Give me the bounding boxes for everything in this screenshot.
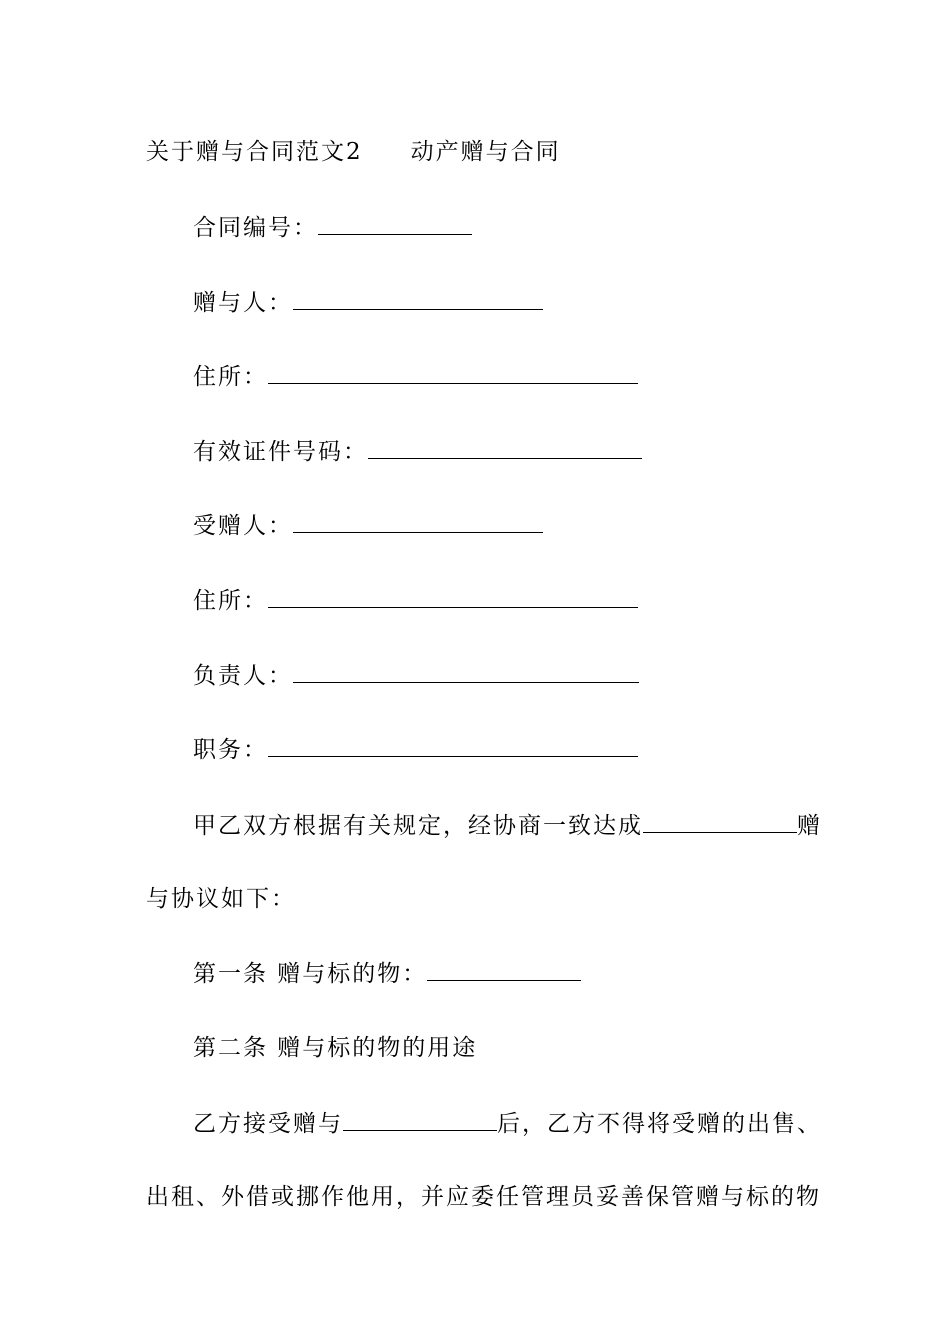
donor-address-line [193,361,638,392]
article-2-text-part1: 乙方接受赠与 [193,1111,343,1137]
agreement-text-part2: 赠 [797,813,822,839]
agreement-text-part1: 甲乙双方根据有关规定，经协商一致达成 [193,813,643,839]
article-2-blank [343,1108,497,1131]
article-1-line [193,958,581,989]
article-1-blank [427,958,581,981]
position-blank [268,734,638,757]
title-left: 关于赠与合同范文2 [146,139,363,165]
id-number-blank [368,436,642,459]
donor-address-blank [268,361,638,384]
article-1-label: 第一条 赠与标的物： [193,961,428,987]
donee-address-line [193,585,638,616]
donee-blank [293,510,543,533]
person-in-charge-blank [293,660,639,683]
contract-number-line [193,212,472,243]
article-2-text-line [193,1108,822,1139]
agreement-line [193,810,822,841]
agreement-blank [643,810,797,833]
document-title [146,137,561,167]
donee-label: 受赠人： [193,513,293,539]
agreement-continuation-text: 与协议如下： [146,886,296,912]
article-2-label: 第二条 赠与标的物的用途 [193,1035,478,1061]
agreement-continuation [146,884,296,914]
position-line [193,734,638,765]
id-number-line [193,436,642,467]
article-2-continuation [146,1182,821,1212]
person-in-charge-label: 负责人： [193,663,293,689]
article-2-text-part2: 后，乙方不得将受赠的出售、 [497,1111,822,1137]
donor-blank [293,287,543,310]
id-number-label: 有效证件号码： [193,439,368,465]
person-in-charge-line [193,660,639,691]
donor-label: 赠与人： [193,290,293,316]
position-label: 职务： [193,737,268,763]
title-right: 动产赠与合同 [410,139,561,165]
article-2-continuation-text: 出租、外借或挪作他用，并应委任管理员妥善保管赠与标的物 [146,1184,821,1210]
donee-address-blank [268,585,638,608]
donee-address-label: 住所： [193,588,268,614]
donor-address-label: 住所： [193,364,268,390]
donor-line [193,287,543,318]
contract-number-label: 合同编号： [193,215,318,241]
donee-line [193,510,543,541]
article-2-heading [193,1033,477,1063]
contract-number-blank [318,212,472,235]
